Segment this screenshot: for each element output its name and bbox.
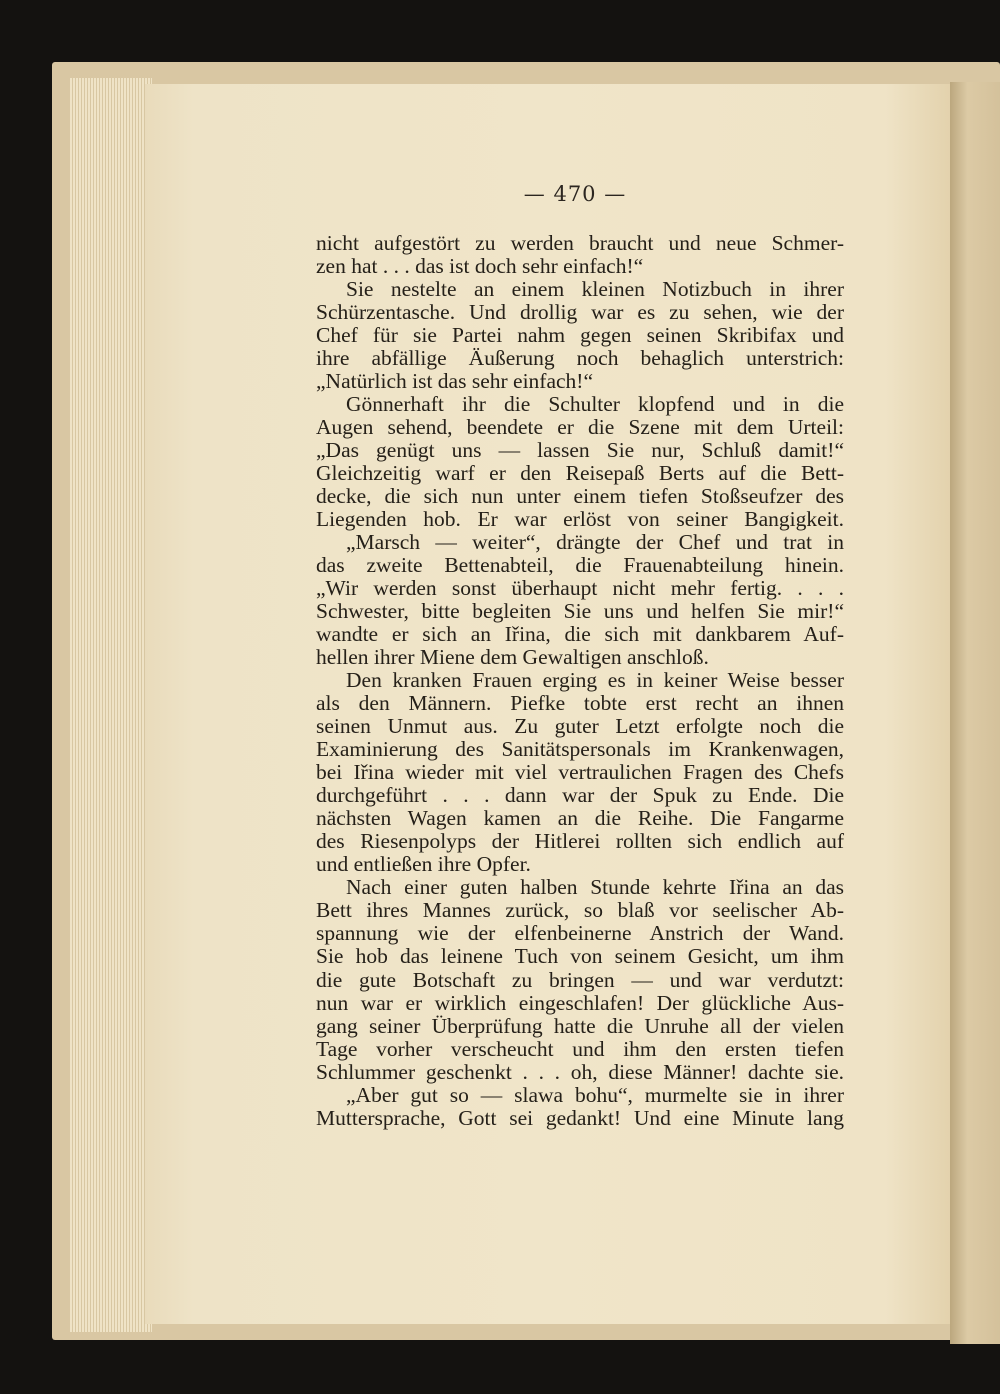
text-line: spannung wie der elfenbeinerne Anstrich der Wand. — [316, 921, 844, 946]
text-line: hellen ihrer Miene dem Gewaltigen anschloß. — [316, 645, 709, 670]
text-line: Sie hob das leinene Tuch von seinem Gesicht, um ihm — [316, 944, 844, 969]
facing-page-edge — [950, 82, 1000, 1344]
text-line: Gönnerhaft ihr die Schulter klopfend und in die — [346, 392, 844, 417]
text-line: decke, die sich nun unter einem tiefen Stoßseufzer des — [316, 484, 844, 509]
text-line: als den Männern. Piefke tobte erst recht an ihnen — [316, 691, 844, 716]
text-line: gang seiner Überprüfung hatte die Unruhe all der vielen — [316, 1013, 844, 1038]
text-line: Schlummer geschenkt . . . oh, diese Männer! dachte sie. — [316, 1059, 844, 1084]
body-text — [316, 232, 844, 1130]
text-line: Chef für sie Partei nahm gegen seinen Skribifax und — [316, 323, 844, 348]
text-line: nicht aufgestört zu werden braucht und neue Schmer- — [316, 231, 844, 255]
text-line: Examinierung des Sanitätspersonals im Krankenwagen, — [316, 737, 844, 762]
text-line: Schürzentasche. Und drollig war es zu sehen, wie der — [316, 300, 844, 325]
text-line: Schwester, bitte begleiten Sie uns und helfen Sie mir!“ — [316, 599, 844, 624]
text-line: des Riesenpolyps der Hitlerei rollten sich endlich auf — [316, 829, 844, 854]
text-line: bei Iřina wieder mit viel vertraulichen Fragen des Chefs — [316, 760, 844, 785]
text-line: nächsten Wagen kamen an die Reihe. Die Fangarme — [316, 806, 844, 831]
text-line: seinen Unmut aus. Zu guter Letzt erfolgte noch die — [316, 714, 844, 739]
text-line: Augen sehend, beendete er die Szene mit dem Urteil: — [316, 415, 844, 440]
page-number: — 470 — — [523, 182, 627, 206]
text-line: Den kranken Frauen erging es in keiner Weise besser — [346, 668, 844, 693]
text-line: „Wir werden sonst überhaupt nicht mehr fertig. . . . — [316, 576, 844, 601]
text-line: und entließen ihre Opfer. — [316, 852, 531, 877]
text-line: nun war er wirklich eingeschlafen! Der glückliche Aus- — [316, 990, 844, 1015]
text-line: zen hat . . . das ist doch sehr einfach!“ — [316, 254, 644, 279]
text-line: wandte er sich an Iřina, die sich mit dankbarem Auf- — [316, 622, 844, 647]
text-line: Liegenden hob. Er war erlöst von seiner Bangigkeit. — [316, 507, 844, 532]
text-line: Gleichzeitig warf er den Reisepaß Berts auf die Bett- — [316, 461, 844, 486]
text-line: Tage vorher verscheucht und ihm den ersten tiefen — [316, 1036, 844, 1061]
page-edges — [70, 78, 152, 1332]
text-line: „Natürlich ist das sehr einfach!“ — [316, 369, 593, 394]
text-line: Bett ihres Mannes zurück, so blaß vor seelischer Ab- — [316, 898, 844, 923]
text-line: Nach einer guten halben Stunde kehrte Iřina an das — [346, 875, 844, 900]
text-line: Sie nestelte an einem kleinen Notizbuch in ihrer — [346, 277, 844, 302]
text-line: ihre abfällige Äußerung noch behaglich unterstrich: — [316, 346, 844, 371]
text-line: die gute Botschaft zu bringen — und war verdutzt: — [316, 967, 844, 992]
text-line: „Das genügt uns — lassen Sie nur, Schluß damit!“ — [316, 438, 844, 463]
text-line: „Marsch — weiter“, drängte der Chef und trat in — [346, 530, 844, 555]
text-line: das zweite Bettenabteil, die Frauenabteilung hinein. — [316, 553, 844, 578]
text-line: durchgeführt . . . dann war der Spuk zu Ende. Die — [316, 783, 844, 808]
text-line: Muttersprache, Gott sei gedankt! Und eine Minute lang — [316, 1105, 844, 1130]
text-line: „Aber gut so — slawa bohu“, murmelte sie in ihrer — [346, 1082, 844, 1107]
